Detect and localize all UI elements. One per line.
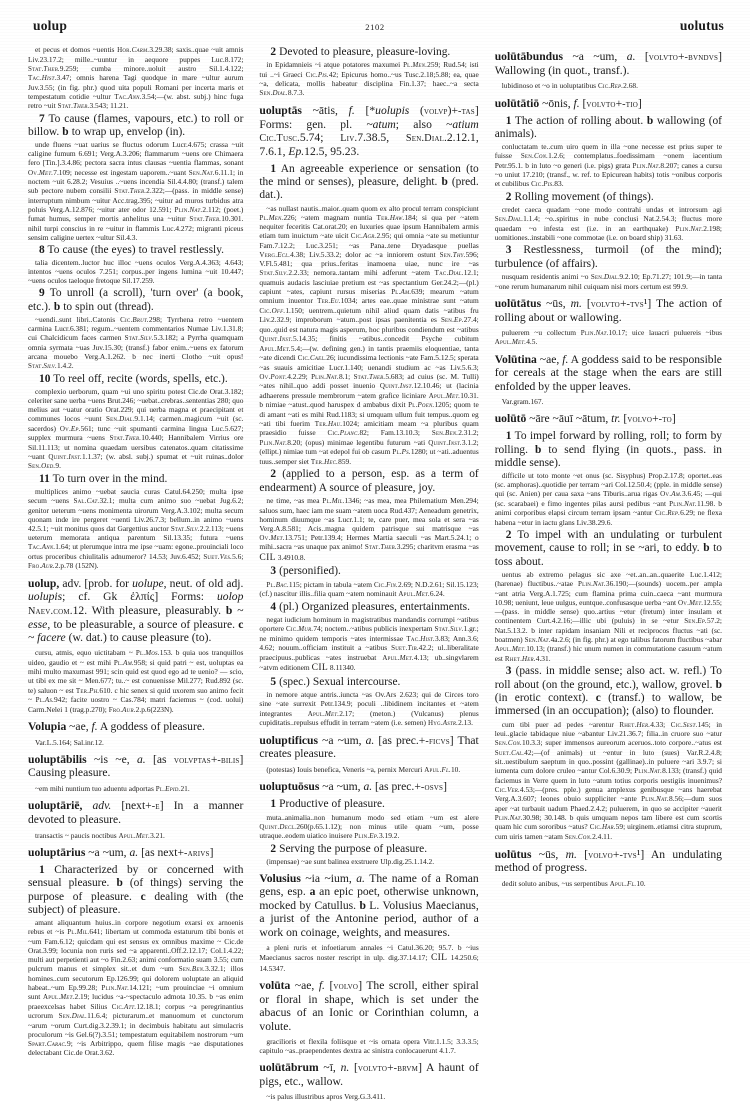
sense-definition	[28, 244, 243, 257]
dictionary-entry	[28, 753, 243, 780]
citation-block: (potestas) Iouis benefica, Veneris ~a, pernix Mercuri Apul.Fl.10.	[266, 764, 461, 774]
sense-text: To turn over in the mind.	[52, 472, 168, 485]
subsense-text: (in erotic context).	[494, 691, 589, 704]
citation-block: muta..animalia..non humanum modo sed etiam ~um est alere Quint.Decl.260(p.65.1.12); non minus utile quam ~um, posse utraque..eodem uiatico inuisere Plin.Ep.3.19.2.	[259, 812, 479, 841]
entry-body: ~ūs, m. [volvo+-tvs¹] An undulating method of progress.	[494, 847, 722, 875]
column-1	[24, 44, 247, 1059]
entry-body: ~ae, f. [volvo] The scroll, either spiral or floral in shape, which is set under the abacus of an Ionic or Corinthian column, a volute.	[259, 978, 479, 1033]
entry-body: ~āre ~āuī ~ātum, tr. [volvo+-to]	[529, 412, 676, 426]
headword: uolūtātus	[494, 296, 542, 310]
dictionary-entry	[259, 734, 478, 761]
dictionary-entry	[259, 104, 478, 159]
dictionary-entry	[28, 720, 243, 733]
dictionary-entry	[495, 97, 722, 111]
sense-number: 4	[270, 600, 277, 613]
sense-definition	[495, 665, 722, 718]
dictionary-entry	[495, 297, 722, 324]
sense-number: 3	[270, 565, 277, 578]
sense-text: The action of rolling about.	[514, 114, 644, 127]
dictionary-entry	[259, 780, 478, 794]
sense-definition	[259, 565, 478, 578]
citation-block: in Epidamnieis ~i atque potatores maxumei Pl.Men.259; Rud.54; isti tui ..~i Graeci Cic.Pis.42; Epicurus homo..~us Tusc.2.18;5.88; ea, quae ~a, delicata, mollis habeatur disciplina Fin.1.37; haec..~a secta Sen.Dial.8.7.3.	[259, 60, 479, 98]
entry-body: ~ōnis, f. [volvto+-tio]	[542, 96, 642, 110]
sense-number: 3	[505, 244, 512, 257]
headword: uolūtābundus	[494, 50, 564, 63]
sense-number: 2	[505, 528, 512, 541]
sense-text: Rolling movement (of things).	[514, 190, 654, 203]
sense-text: (personified).	[279, 565, 341, 578]
citation-block: dedit soluto anibus, ~us serpentibus Apul.Fl.10.	[501, 878, 646, 888]
citation-block: Var.L.5.164; Sal.inr.12.	[35, 737, 104, 747]
citation-block: unde fluens ~uat uarius se fluctus odorum Lucr.4.675; crassa ~uit caligine fumum 6.691; Verg.A.3.206; flammarum ~uens ore Chimaera fero [Tin.].3.4.86; pectora sacra intus clausas ~uentia flammas, sonant Ov.Met.7.109; necesse est ingestam uaporem..~uant Sen.Nat.6.11.1; in noctem ~uit 6.28.2; Vesuius ..~uens incendia Sil.4.4.80; (transf.) talem sub pectore nubem consilii Stat.Theb.2.322;—(pass. in middle sense) interruptum nimbum ~uitur Acc.trag.395; ~uitur ad muros turbidus atra poluis Verg.A.12.876; ~uitur ater odor 12.591; Plin.Nat.2.112; (poet.) fumat humus, semper mortis anhelitus una ~uitur Stat.Theb.10.301. nihil turpi conscius in re ~uitur in flammis Luc.4.272; migranti piceus sensim caligine uertex ~ultur Sil.4.3.	[28, 140, 244, 242]
running-head	[24, 18, 726, 40]
headword: uoluptificus	[259, 733, 319, 747]
dictionary-entry	[259, 979, 478, 1033]
sense-text: To impel with an undulating or turbulent movement, cause to roll; in se ~ari, to eddy.	[494, 528, 722, 555]
citation-block: transactis ~ paucis noctibus Apul.Met.3.21.	[35, 830, 165, 840]
entry-body: ~ātis, f. [*uolupis (volvp)+-tas] Forms: gen. pl. ~atum; also ~atium Cic.Tusc.5.74; Liv.7.38.5, Sen.Dial.2.12.1, 7.6.1, Ep.12.5, 95.23.	[259, 103, 479, 159]
sense-number: 5	[270, 676, 277, 689]
headword: uolūtātiō	[494, 96, 540, 110]
citation-block: amant aliquantum huius..in corpore negotium exarsi ex arnoenis rebus et ~is Pl.Mil.641; libertam ut commoda estaturum tibi bonis et ~um Fam.6.12; quicdam qui est sensus ex omnibus maxime ~ Cic.de Orat.3.99; locunia non ruris sed ~a apparenti..Off.2.12.17; Col.1.4.22; multi aut perpetienti aut ~o Fin.2.63; animi conformatio suam 3.55; cum pulcrum manus et simplex sit..et dum ~um Sen.Ben.3.32.1; illos homines..cum secutorum Ep.126.99; qui dolorem uoluptate an aliquid habeat..~um Ep.99.28; Plin.Nat.14.121; ~um prouinciae ~i omnium sunt Apul.Met.2.19; lucidus ~a-~spectaculo admota 10.35. b ~as enim praeexcelsas habet Silius Cic.Att.12.18.1; corpus ~a peregrinantius ucrorum Sen.Dial.11.6.4; picturarum..et manuomum et cunctorum ~arum ~orum Curt.dig.3.2.39.1; in decimbuis habitatu aut simulacris proculorum ~is Gel.6(?).3.51; tempestatum equitabilem nostrorum ~um Spart.Carac.9; ~is Arbitrippo, quem filise magis ~ae disputationes delectabant Cic.de Orat.3.62.	[28, 918, 244, 1058]
sense-number: 7	[39, 112, 45, 125]
subsense-letter: b	[62, 126, 69, 139]
sense-number: 2	[270, 468, 277, 481]
sense-definition	[28, 473, 243, 486]
citation-block: ne time, ~as mea Pl.Mil.1346; ~as mea, mea Philematium Men.294; saluos sum, haec iam me suam ~atem uoca Rud.437; Aeneadum genetrix, hominum diuumque ~as Lucr.1.1; te, care puer, mea sola et sera ~as Verg.A.8.581; Acis..magna quidem patrisque sui matrisque ~as Ov.Met.13.751; Petr.139.4; Hermes Martia saeculi ~as Mart.5.24.1; o mihi..sacra ~as unaque pax animo! Stat.Theb.3.295; charitvm erasma ~as CIL 3.4910.8.	[259, 496, 479, 563]
entry-body: ~is ~e, a. [as volvptas+-bilis] Causing pleasure.	[28, 752, 244, 780]
entry-body: ~ae, f. A goddess of pleasure.	[69, 720, 205, 734]
sense-text: Devoted to pleasure, pleasure-loving.	[279, 46, 451, 58]
subsense-text: to spin out (thread).	[63, 300, 154, 313]
sense-definition	[259, 676, 478, 689]
dictionary-entry	[495, 412, 722, 426]
citation-block: nusquam residentis animi ~o Sen.Dial.9.2.10; Ep.71.27; 101.9;—in tanta ~one rerum humanarum nihil cuiquam nisi mors certum est 99.9.	[494, 272, 722, 291]
subsense-letter: c	[595, 691, 601, 704]
sense-number: 9	[39, 287, 45, 300]
citation-block: negat iudicium hominum in magistratibus mandandis corrumpi ~atibus oportere Cic.Mur.74; noctem..~atibus publicis inexpertam Stat.Silv.1.gr.; ne minimo quidem temporis ~ates intermissae Tac.Hist.3.83; Ann.3.6; 4.62; nouum..officiam instituit a ~atibus Suet.Tib.42.2; ul..liberalitate praecipuus..publicas ~ates instruebat Apul.Met.4.13; ub..singvlarem ~atvm editionem CIL 8.11340.	[259, 615, 479, 674]
sense-text: To cause (flames, vapours, etc.) to roll or billow.	[28, 112, 244, 139]
citation-block: uentus ab extremo pelagus sic axe ~et..an..an..quaerite Luc.1.412; (harenae) fluctibus..~atae Plin.Nat.36.190;—(sounds) uocem..per ampla ~ant atria Verg.A.1.725; cum flamina prima cuin..caeca ~ant murmura 10.98; ueniunt, leue uulgus, euntque..confusasque uerba ~ant Ov.Met.12.55;—(pass. in middle sense) quo..artius ~etur (fretum) inter insulam et continentem Curt.4.2.16;—illic ubi (puluis) in se ~etur Sen.Ep.57.2; Nat.5.13.2. b inter rapidam insaniam Nili et reciprocos fluctus ~ati (sc. boatmen) Sen.Nat.4a.2.6; (in fig. phr.) at ego talibus fatorum fluctibus ~abar Apul.Met.10.13; (transf.) hic unum numen in commutatione casuum ~atum est Rhet.Her.4.31.	[494, 569, 722, 663]
sense-definition	[495, 244, 722, 271]
sense-definition	[259, 843, 478, 856]
sense-text: (pl.) Organized pleasures, entertainments.	[279, 600, 470, 613]
dictionary-entry	[259, 1061, 478, 1088]
headword: uoluptārius	[28, 846, 86, 860]
sense-definition	[28, 373, 243, 386]
subsense-text: wallowing (of animals).	[494, 114, 722, 140]
sense-text: (applied to a person, esp. as a term of endearment) A source of pleasure, joy.	[259, 468, 479, 494]
sense-text: Serving the purpose of pleasure.	[279, 842, 428, 855]
citation-block: in nemore atque antris..iuncta ~as Ov.Ars 2.623; qui de Circes toro sine ~ate surrexit Petr.134.9; poculi ..libidinem incitantes et ~atem integrantes Apul.Met.2.17; (meton.) (Vulcanus) plenus cupiditatis..repulsus effudit in terram ~atem (i.e. semen) Hyg.Astr.2.13.	[259, 690, 479, 728]
sense-definition	[259, 601, 478, 614]
dictionary-entry	[259, 872, 478, 939]
headword: uoluptābilis	[28, 752, 87, 766]
subsense-letter: b	[703, 542, 710, 555]
sense-text: To cause (the eyes) to travel restlessly.	[47, 243, 225, 256]
sense-text: (pass. in middle sense; also act. w. refl.) To roll about (on the ground, etc.), wallow, grovel.	[494, 665, 722, 691]
entry-body: ~ī, n. [volvto+-brvm] A haunt of pigs, etc., wallow.	[259, 1061, 479, 1088]
subsense-letter: b	[646, 114, 654, 127]
dictionary-entry	[495, 50, 722, 77]
sense-definition	[28, 287, 243, 314]
entry-body: adv. [prob. for uolupe, neut. of old adj. uolupis; cf. Gk ἐλπίς] Forms: uolop Naev.com.12. With pleasure, pleasurably. b ~ esse, to be pleasurable, a source of pleasure. c ~ facere (w. dat.) to cause pleasure (to).	[28, 576, 244, 644]
citation-block: conluctatam te..cum uiro quem in illa ~one necesse est prius super te fuisse Sen.Con.1.2.6; contemplatus..foedissimam ~onem iacentium Petr.95.1. b in luto ~o generi (i.e. pigs) grata Plin.Nat.8.207; canes a cursu ~o uniut 17.210; (transf., w. ref. to Epicurean habits) totis ~onibus corporis et cubilibus Cic.Pis.83.	[494, 142, 722, 189]
subsense-text: (of things) serving the purpose of pleasure.	[28, 877, 244, 903]
sense-definition	[259, 163, 478, 203]
citation-block: difficile ut toto monte ~et onus (sc. Sisyphus) Prop.2.17.8; oportet..eas (sc. amphoras)..quotidie per terram ~ari Col.12.50.4; (pple. in middle sense) qui (sc. Anien) per caua saxa ~ans Tiburis..arua rigas Ov.Am.3.6.45; —qui (sc. scarabaei) e fimo ingentes pilas aursi pedibus ~ant Plin.Nat.11.98. b animi corporibus elapsi circum terram ipsam ~antur Cic.Rep.6.29; ne flexa habena ~etur in iactu glans Liv.38.29.6.	[494, 471, 722, 527]
sense-number: 2	[505, 190, 512, 203]
citation-block: ~em mihi nuntium tuo aduentu adportas Pl.Epid.21.	[35, 783, 190, 793]
headword: uolup,	[28, 576, 60, 590]
sense-definition	[495, 430, 722, 470]
running-head-left: uolup	[33, 18, 68, 33]
citation-block: ~as nullast nautis..maior..quam quom ex alto procul terram conspiciunt Pl.Men.226; ~atem magnam nuntia Ter.Haw.184; si qua per ~atem nequiter feceritis Cat.orat.20; en luxuries quae ipsum Hannibalem armis etiam tum inuictum ~ate uicit Cic.Agr.2.95; qui omnia ~ate su metiuntur Fam.7.12.2; Luc.3.251; ~as Pana..tene Dryadasque puellas Verg.Ecl.4.38; Liv.5.33.2; dolor ac ~a inniorem ostunt Sen.Thy.596; V.Fl.5.481; qua prius..feritas inamoena uiae, nunc ire ~as Stat.Silv.2.2.33; nemora..tantam mihi adferunt ~atem Tac.Dial.12.1; quamuis audacis lasciuiae pretium est ~as spectantium Ger.24.2;—(pl.) capiunt ~ates, capiunt rursus miserias Pl.Am.639; mearum ~atum omnium inuentor Ter.Eu.1034; artes eae..quae ministrae sunt ~atum Cic.Off.1.150; uentrem..quietum nihil aliud quam datis ~atibus fru Liv.2.32.9; improborum ~atum..post ipsas paenitentia es Sen.Ep.27.4; quo..quid est natura magis asperum, hoc pluribus condiendum est ~atibus Quint.Inst.5.14.35; finitis ~atibus..concedit Psyche cubitum Apul.Met.5.4;—(w. defining gen.) in tantis praemiis eloquentiae, tanta ~ate dicendi Cic.Cael.26; iucundissima lectionis ~ate Fam.5.12.5; sperata ~as suauis amicitiae Lucr.1.140; uenandi studium ac ~as Liv.5.6.3; Ov.Pont.4.2.29; Plin.Nat.8.1; Stat.Theb.5.683; ad cuius (sc. M. Tulli) ~ates nihil..quo addi posset inuenio Quint.Inst.12.10.46; ut (lacinia adhaerens pressule membrorum ~atem grafice liciniare Apul.Met.10.31. b nimiae ~atust..quod haruspex d ambabus dixit Pl.Poen.1205; quom te di amant ~ati es mihi Rud.1183; si umquam ullum fuit tempus..quom eg ~ati tibi fuerim Ter.Hau.1024; amicitiam meam ~a pluribus quam praesidio fuisse Cic.Planc.82; Fam.13.10.3; Sen.Ben.2.31.2; Plin.Nat.8.20; (opus) minimae legentibu futurum ~ati Quint.Inst.3.1.2; (ellipt.) nimiae tum ~at edepol fui ob casum Pl.Ps.1280; ut ~ati..aduentus tuus..semper siet Ter.Hec.859.	[259, 203, 479, 466]
sense-definition	[495, 529, 722, 569]
headword: uolūtābrum	[259, 1061, 319, 1075]
entry-body: ~ae, f. A goddess said to be responsible for cereals at the stage when the ears are still enfolded by the upper leaves.	[494, 353, 722, 393]
headword: uoluptāriē,	[28, 799, 83, 813]
sense-number: 1	[505, 114, 512, 127]
subsense-letter: c	[140, 890, 146, 903]
entry-body: ~ūs, m. [volvto+-tvs¹] The action of rolling about or wallowing.	[494, 296, 722, 324]
headword: uoluptās	[259, 103, 302, 117]
citation-block: lubidinoso et ~o in uoluptatibus Cic.Rep.2.68.	[501, 81, 638, 91]
citation-block: a pleni ruris et infoetiarum annales ~i Catul.36.20; 95.7. b ~ius Maecianus sacros noster rescript in ulp. dig.37.14.17; CIL 14.250.6; 14.5347.	[259, 943, 479, 973]
sense-text: (spec.) Sexual intercourse.	[279, 676, 401, 689]
subsense-letter: b	[715, 678, 722, 691]
sense-definition	[259, 46, 478, 59]
column-container	[24, 44, 726, 1102]
subsense-letter: b	[53, 300, 61, 313]
subsense-text: (transf.) to wallow, be immersed (in an occupation); (also) to flounder.	[494, 691, 722, 718]
citation-block: multiplices animo ~uebat saucia curas Catul.64.250; multa ipse secum ~uens Sal.Cat.32.1; multa cum animo suo ~uebat Jug.6.2; genitor ueterum ~uens monimenta uirorum Verg.A.3.102; multa secum quonam inde ire pergeret ~uenti Liv.26.7.3; bellum..in animo ~uens 42.5.1; ~uit monitus quos dat Gargettius auctor Stat.Silv.2.2.113; ~uens ueterum memorata antiqua parentum Sil.13.35; futura ~uens Tac.Ann.1.64; ut plerumque intra me ipse ~uam: egone..prouinciali loco ortus proceribus chiulitalis adnumeror? 14.53; Juv.6.452; Suet.Ves.5.6; Fro.Aur.2.p.78 (152N).	[28, 487, 244, 571]
citation-block: cursu, atmis, equo uictitabam ~ Pl.Mos.153. b quia uos tranquillos uideo, gaudio et ~ est mihi Pl.Am.958; si quid patri ~ est, uoluptas ea mihi multo maxumast 991; scin quid est quod ego ad te uenio? — scio, ut tibi ex me sit ~ Men.677; tu..~ est conuenisse Mil.277; Rud.892 (sc. te) saluon ~ est Ter.Ph.610. c hic senex si quid uxorem suo animo fecit ~ Pl.As.942; facite uostro ~ Cas.784; matri faciemus ~ (cod. uolui) Carm.Nelei 1 (trag.p.270); Fro.Aur.2.p.6(223N).	[28, 648, 244, 714]
sense-number: 11	[39, 472, 50, 485]
sense-text: To impel forward by rolling, roll; to form by rolling.	[494, 430, 722, 456]
headword: Volusius	[259, 872, 301, 885]
citation-block: Pl.Bac.115; pictam in tabula ~atem Cic.Fin.2.69; N.D.2.61; Sil.15.123; (cf.) nascitur illis..filia quam ~atem nominauit Apul.Met.6.24.	[259, 579, 479, 599]
citation-block: ~uendi..sunt libri..Catonis Cic.Brut.298; Tyrrhena retro ~uentem carmina Lucr.6.381; regum..~uentem commentarios Numae Liv.1.31.8; cui Chalcidicum faces carmen Stat.Silv.5.3.182; a Pyrrha quamquam omnia syrmata ~uas Juv.15.30; (transf.) fabor enim..~uens ex fatorum arcana mouebo Verg.A.1.262. b nec inerti Clotho ~uit opus! Stat.Silv.1.4.2.	[28, 314, 244, 371]
subsense-text: (pred. dat.).	[259, 175, 479, 202]
subsense-text: to send flying (in quots., pass. in middle sense).	[494, 443, 722, 469]
citation-block: talia dicentem..luctor huc illoc ~uens oculos Verg.A.4.363; 4.643; intentos ~uens oculos 7.251; corpus..per ingens lumina ~uit 10.447; ~uens oculos taeloque fretoque Sil.17.259.	[28, 258, 244, 286]
sense-text: Productive of pleasure.	[279, 798, 385, 811]
sense-text: An agreeable experience or sensation (to the mind or senses), pleasure, delight.	[259, 162, 479, 188]
headword: volūta	[259, 978, 291, 992]
headword: uoluptuōsus	[259, 780, 320, 794]
headword: uolūtus	[494, 847, 532, 861]
dictionary-entry	[28, 799, 243, 826]
subsense-letter: b	[535, 443, 542, 456]
entry-body: adv. [next+-e] In a manner devoted to pleasure.	[28, 799, 244, 827]
citation-block: (impensae) ~ae sunt balinea exstruere Ulp.dig.25.1.14.2.	[266, 856, 435, 866]
sense-number: 2	[270, 842, 277, 855]
citation-block: gracilioris et flexila foliisque et ~is ornata opera Vitr.1.1.5; 3.3.3.5; capitulo ~as..praependentes dextra ac sinistra conlocauerunt 4.1.7.	[259, 1037, 479, 1056]
entry-body: ~ia ~ium, a. The name of a Roman gens, esp. a an epic poet, otherwise unknown, mocked by Catullus. b L. Volusius Maecianus, a jurist of the Antonine period, author of a work on coinage, weights, and measures.	[259, 872, 479, 939]
sense-definition	[495, 115, 722, 142]
sense-text: Restlessness, turmoil (of the mind); turbulence (of affairs).	[494, 244, 722, 270]
subsense-text: dealing with (the subject) of pleasure.	[28, 890, 244, 917]
citation-block: et pecus et domos ~uentis Hor.Carm.3.29.38; saxis..quae ~uit amnis Liv.23.17.2; mille..~uuntur in aequore puppes Luc.8.172; Stat.Theb.9.259; cumba minore..uoluit austro Sil.1.4.122; Tac.Hist.3.47; omnis harena Tagi quodque in mare ~ultur aurum Juv.3.55; (in fig. phr.) quod uita populi Romani per incerta maris et tempestatum cotidie ~ultur Tac.Ann.3.54;—(w. abst. subj.) hinc fuga retro ~uit Stat.Theb.3.543; 11.21.	[28, 45, 244, 111]
headword: Volūtina	[494, 353, 537, 367]
entry-body: ~a ~um, a. [as prec.+-ficvs] That creates pleasure.	[259, 733, 479, 761]
sense-definition	[259, 468, 478, 495]
sense-number: 3	[505, 665, 512, 678]
citation-block: credet caeca quadam ~one modo contrahi undas et introrsum agi Sen.Dial.1.1.4; ~o..spiritus in nube conclusi Nat.2.54.3; fluctus more quaedam ~o infesta est (i.e. in an earthquake) Plin.Nat.2.198; uomitiones..instabili ~one commotae (i.e. on board ship) 31.63.	[494, 205, 722, 243]
running-head-right: uolutus	[679, 18, 724, 33]
sense-number: 1	[505, 430, 512, 443]
sense-number: 2	[270, 46, 277, 58]
page-number: 2102	[365, 22, 385, 32]
dictionary-entry	[495, 848, 722, 875]
subsense-text: to toss about.	[494, 542, 722, 568]
dictionary-entry	[28, 577, 243, 645]
sense-definition	[495, 191, 722, 204]
subsense-text: to wrap up, envelop (in).	[71, 126, 186, 139]
sense-number: 8	[39, 243, 45, 256]
entry-body: ~a ~um, a. [volvto+-bvndvs] Wallowing (in quot., transf.).	[494, 50, 722, 77]
column-2	[255, 44, 482, 1103]
sense-text: To unroll (a scroll), 'turn over' (a book, etc.).	[28, 287, 244, 313]
sense-definition	[259, 798, 478, 811]
sense-text: To reel off, recite (words, spells, etc.).	[53, 372, 228, 385]
sense-number: 1	[270, 162, 277, 175]
sense-number: 1	[270, 798, 277, 811]
column-3	[491, 44, 726, 890]
headword: Volupia	[28, 720, 67, 734]
entry-body: ~a ~um, a. [as prec.+-osvs]	[322, 780, 448, 794]
subsense-letter: b	[441, 175, 448, 188]
sense-definition	[28, 864, 243, 917]
citation-block: ~is palus illustribus apros Verg.G.3.411.	[266, 1092, 386, 1102]
sense-number: 1	[39, 864, 45, 876]
citation-block: puluerem ~u collectum Plin.Nat.10.17; uice lauacri puluereis ~ibus Apul.Met.4.5.	[494, 327, 722, 347]
sense-number: 10	[39, 372, 51, 385]
dictionary-entry	[28, 846, 243, 860]
sense-definition	[28, 113, 243, 140]
dictionary-entry	[495, 353, 722, 393]
subsense-letter: b	[116, 877, 123, 890]
citation-block: Var.gram.167.	[501, 397, 544, 407]
headword: uolūtō	[494, 412, 527, 426]
entry-body: ~a ~um, a. [as next+-arivs]	[88, 846, 214, 860]
citation-block: complexio uerborum, quam ~ui uno spiritu potest Cic.de Orat.3.182; celeriter sane uerba ~uens Brut.246; ~uebat..crebras..sententias 280; quo melius aut ~uatur oratio Orat.229; qui uerba magna et praecipitant et communes locos ~uunt Sen.Dial.9.1.14; carmen..magicum ~uit (sc. sacerdos) Ov.Ep.561; tunc ~uit spumanti carmina lingua Luc.5.627; supplex murmura ~uens Stat.Theb.10.440; Hannibalem Virrius ore Sil.11.113; ut nomina quaedam uersibus catenatos..quam citatissime ~uant Quint.Inst.1.1.37; (w. absl. subj.) spumat et ~uit ruinas..dolor Sen.Oed.9.	[28, 386, 244, 471]
citation-block: cum tibi puer ad pedes ~arentur Rhet.Her.4.33; Cic.Sest.145; in leui..glacie tabidaque niue ~abantur Liv.21.36.7; filia..in cruore suo ~atur Sen.Con.10.3.3; super immensos aureorum aceruos..toto corpore..~atus est Suet.Cal.42;—(of animals) ut ~entur in luto (sues) Var.R.2.4.8; sit..uestibulum saeptum in quo..possint (gallinae)..in puluere ~ari 3.9.7; si iumenta cum dolore cruleo ~antur Col.6.30.9; Plin.Nat.8.133; (transf.) quid faciemus in Verre quem in luto ~atum totius corporis uestigiis inuenimus? Cic.Ver.4.53;—(pres. pple.) genua amplexus genibusque ~ans haerebat Verg.A.3.607; leones obuio suppliciter ~ante Plin.Nat.8.56;—dum suos aper ~at turbauit uadum Phaed.2.4.2; puluerem, in quo se accipiter ~auerit Plin.Nat.30.98; 30.148. b quis umquam nepos tam libere est cum scortis quam hic cum sororibus ~atus? Cic.Har.59; uirginem..etiamsi citra stuprum, cum uiris tamen ~atam Sen.Con.2.4.11.	[494, 719, 722, 841]
sense-text: Characterized by or concerned with sensual pleasure.	[28, 864, 244, 890]
